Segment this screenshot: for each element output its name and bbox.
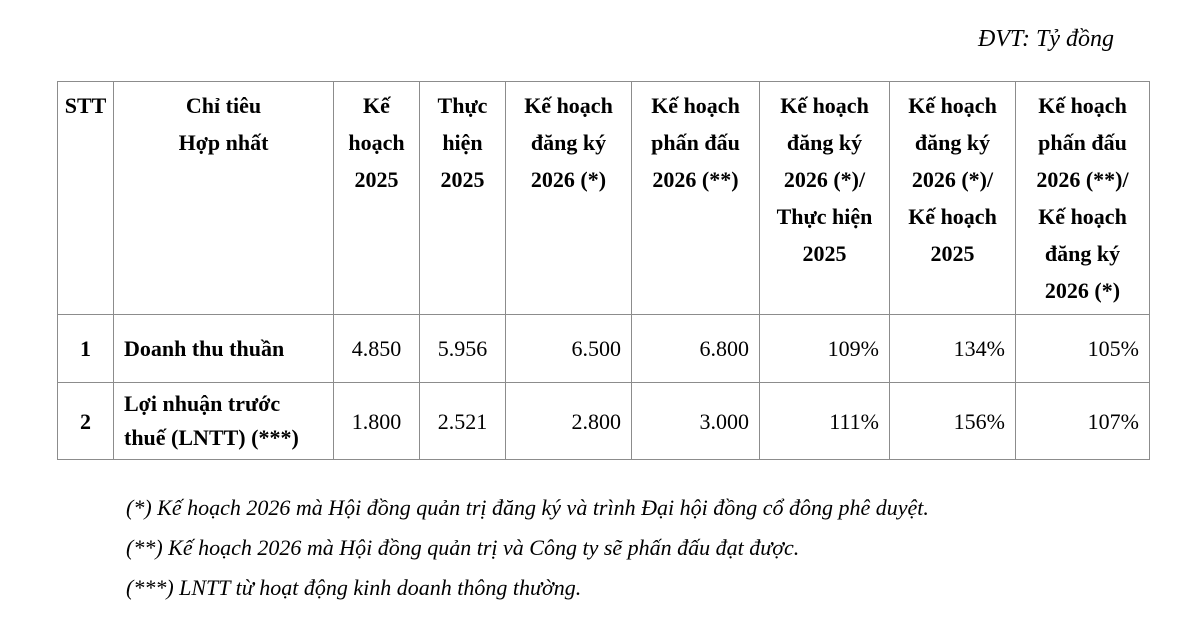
table-row bbox=[58, 315, 1150, 383]
header-ratio-dk-th: Kế hoạch đăng ký 2026 (*)/ Thực hiện 2025 bbox=[760, 82, 890, 315]
footnote: (**) Kế hoạch 2026 mà Hội đồng quản trị và Công ty sẽ phấn đấu đạt được. bbox=[126, 535, 800, 560]
cell-ratio-pd-dk: 107% bbox=[1016, 383, 1150, 460]
header-thuc-hien-2025: Thực hiện 2025 bbox=[420, 82, 506, 315]
cell-chi-tieu: Doanh thu thuần bbox=[114, 315, 334, 383]
table-row bbox=[58, 383, 1150, 460]
unit-label: ĐVT: Tỷ đồng bbox=[977, 26, 1114, 52]
cell-chi-tieu: Lợi nhuận trước thuế (LNTT) (***) bbox=[114, 383, 334, 460]
footnote: (***) LNTT từ hoạt động kinh doanh thông thường. bbox=[126, 575, 582, 600]
cell-ratio-dk-kh: 156% bbox=[890, 383, 1016, 460]
header-kh-phan-dau-2026: Kế hoạch phấn đấu 2026 (**) bbox=[632, 82, 760, 315]
cell-ratio-dk-kh: 134% bbox=[890, 315, 1016, 383]
cell-ke-hoach-2025: 4.850 bbox=[334, 315, 420, 383]
cell-thuc-hien-2025: 2.521 bbox=[420, 383, 506, 460]
header-kh-dang-ky-2026: Kế hoạch đăng ký 2026 (*) bbox=[506, 82, 632, 315]
cell-kh-dang-ky-2026: 6.500 bbox=[506, 315, 632, 383]
cell-thuc-hien-2025: 5.956 bbox=[420, 315, 506, 383]
cell-kh-phan-dau-2026: 3.000 bbox=[632, 383, 760, 460]
header-ratio-pd-dk: Kế hoạch phấn đấu 2026 (**)/ Kế hoạch đăng ký 2026 (*) bbox=[1016, 82, 1150, 315]
header-chi-tieu: Chỉ tiêu Hợp nhất bbox=[114, 82, 334, 315]
cell-ratio-pd-dk: 105% bbox=[1016, 315, 1150, 383]
cell-ratio-dk-th: 109% bbox=[760, 315, 890, 383]
cell-stt: 1 bbox=[58, 315, 114, 383]
cell-ratio-dk-th: 111% bbox=[760, 383, 890, 460]
footnote: (*) Kế hoạch 2026 mà Hội đồng quản trị đăng ký và trình Đại hội đồng cổ đông phê duyệt. bbox=[126, 495, 929, 520]
cell-ke-hoach-2025: 1.800 bbox=[334, 383, 420, 460]
table-header-row bbox=[58, 82, 1150, 315]
cell-stt: 2 bbox=[58, 383, 114, 460]
header-ke-hoach-2025: Kế hoạch 2025 bbox=[334, 82, 420, 315]
cell-kh-phan-dau-2026: 6.800 bbox=[632, 315, 760, 383]
header-stt: STT bbox=[58, 82, 114, 315]
footnotes bbox=[126, 488, 929, 608]
header-ratio-dk-kh: Kế hoạch đăng ký 2026 (*)/ Kế hoạch 2025 bbox=[890, 82, 1016, 315]
financial-plan-table bbox=[57, 81, 1150, 460]
cell-kh-dang-ky-2026: 2.800 bbox=[506, 383, 632, 460]
